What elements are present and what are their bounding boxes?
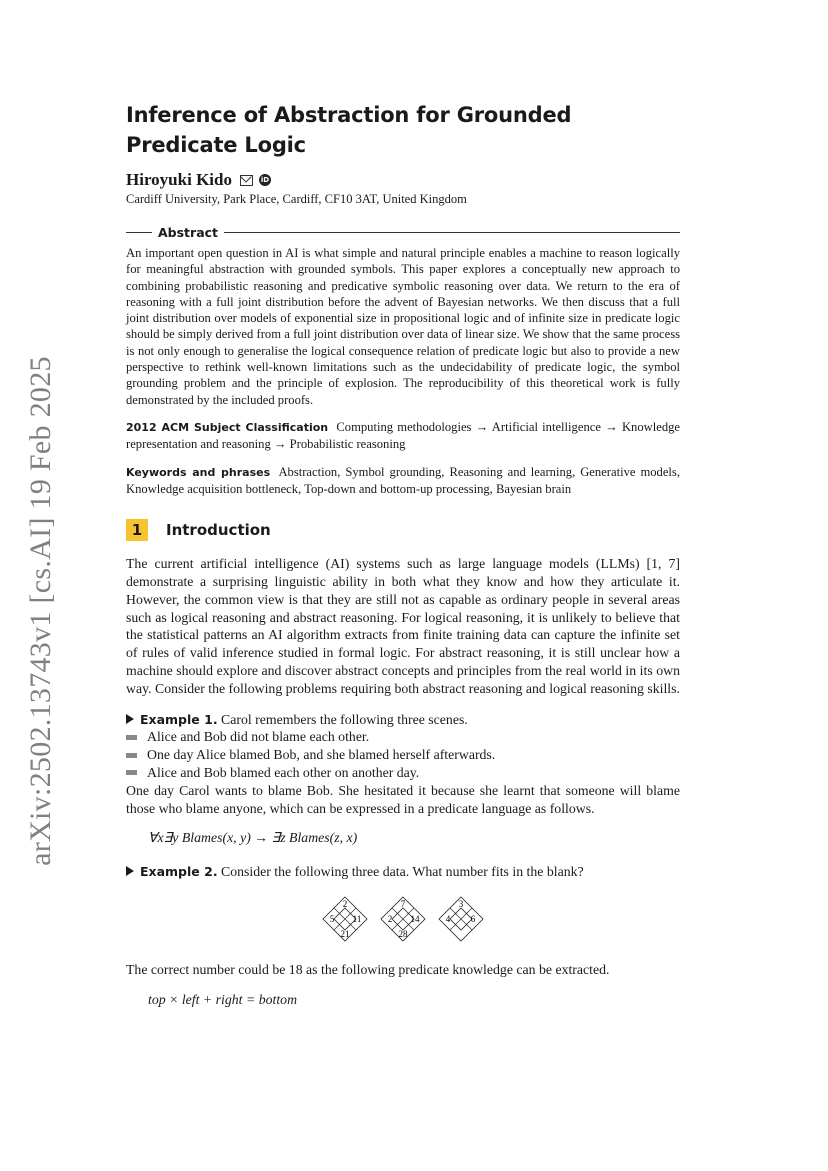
example-2-intro: Consider the following three data. What number fits in the blank? <box>221 864 584 880</box>
abstract-heading <box>126 225 680 240</box>
example-2-label: Example 2. <box>140 864 218 880</box>
section-heading <box>126 519 680 541</box>
keywords-label: Keywords and phrases <box>126 465 271 479</box>
list-item <box>126 764 680 782</box>
example-1-header <box>126 711 680 729</box>
orcid-icon[interactable]: iD <box>260 176 270 184</box>
list-item-text: Alice and Bob did not blame each other. <box>147 729 370 745</box>
triangle-icon <box>126 866 134 876</box>
example-2-after: The correct number could be 18 as the following predicate knowledge can be extracted. <box>126 961 610 977</box>
example-2-formula: top × left + right = bottom <box>148 991 298 1007</box>
acm-classification-label: 2012 ACM Subject Classification <box>126 420 329 434</box>
intro-paragraph: The current artificial intelligence (AI) systems such as large language models (LLMs) [1, 7] demonstrate a surprising linguistic ability in both what they know and how they articulate it. However, the common view is that they are still not as capable as ordinary people in several areas such as logical reasoning and abstract reasoning. For logical reasoning, it is unlikely to believe that the statistical patterns an AI algorithm extracts from finite training data can capture the infinite set of rules of valid inference studied in formal logic. For abstract reasoning, it is still unclear how a machine should explore and discover abstract concepts and principles from the real world in its own way. Consider the following problems requiring both abstract reasoning and logical reasoning skills. <box>126 556 680 696</box>
example-2-header <box>126 863 680 881</box>
mail-icon[interactable] <box>240 175 253 186</box>
diamond-2 <box>379 895 427 943</box>
example-1-after: One day Carol wants to blame Bob. She hesitated it because she learnt that someone will blame those who blame anyone, which can be expressed in a predicate language as follows. <box>126 782 680 816</box>
diamond-1 <box>321 895 369 943</box>
example-1-label: Example 1. <box>140 711 218 727</box>
diamond-1-right: 11 <box>352 913 362 924</box>
arxiv-identifier <box>16 356 66 866</box>
diamond-1-left: 5 <box>329 913 335 924</box>
example-1-intro: Carol remembers the following three scenes. <box>221 711 468 727</box>
section-number: 1 <box>126 519 148 541</box>
bullet-icon <box>126 770 137 775</box>
list-item-text: One day Alice blamed Bob, and she blamed herself afterwards. <box>147 747 496 763</box>
bullet-icon <box>126 735 137 740</box>
diamond-3-top: 3 <box>458 898 464 909</box>
list-item-text: Alice and Bob blamed each other on another day. <box>147 764 420 780</box>
keywords <box>126 464 680 498</box>
abstract-rule-right <box>224 232 680 233</box>
triangle-icon <box>126 714 134 724</box>
bullet-icon <box>126 753 137 758</box>
paper-page <box>126 100 680 1009</box>
diamond-3 <box>437 895 485 943</box>
diamond-2-top: 7 <box>400 898 406 909</box>
author-line <box>126 170 680 190</box>
paper-title: Inference of Abstraction for Grounded Predicate Logic <box>126 103 572 157</box>
arxiv-identifier-text: arXiv:2502.13743v1 [cs.AI] 19 Feb 2025 <box>24 356 57 866</box>
abstract-rule-left <box>126 232 152 233</box>
example-1-formula: ∀x∃y Blames(x, y) → ∃z Blames(z, x) <box>148 830 358 846</box>
author-affiliation: Cardiff University, Park Place, Cardiff, CF10 3AT, United Kingdom <box>126 192 467 206</box>
acm-classification <box>126 419 680 453</box>
diamond-2-left: 2 <box>387 913 393 924</box>
abstract-title: Abstract <box>158 225 219 240</box>
diamond-2-right: 14 <box>410 913 420 924</box>
list-item <box>126 728 680 746</box>
diamond-3-right: 6 <box>470 913 476 924</box>
diamond-3-left: 4 <box>445 913 451 924</box>
example-2 <box>126 863 680 1008</box>
example-1 <box>126 711 680 848</box>
acm-classification-text: Computing methodologies → Artificial intelligence → Knowledge representation and reasoning → Probabilistic reasoning <box>126 419 681 452</box>
diamond-figure <box>126 895 680 943</box>
keywords-text: Abstraction, Symbol grounding, Reasoning and learning, Generative models, Knowledge acquisition bottleneck, Top-down and bottom-up processing, Bayesian brain <box>126 464 680 496</box>
diamond-1-bottom: 21 <box>340 928 350 939</box>
diamond-1-top: 2 <box>342 898 348 909</box>
list-item <box>126 746 680 764</box>
author-name: Hiroyuki Kido <box>126 170 232 189</box>
abstract-text: An important open question in AI is what simple and natural principle enables a machine to reason logically for meaningful abstraction with grounded symbols. This paper explores a conceptually new approach to combining probabilistic reasoning and predicative symbolic reasoning over data. We return to the era of reasoning with a full joint distribution before the advent of Bayesian networks. We then discuss that a full joint distribution over models of exponential size in propositional logic and of infinite size in predicate logic should be simply derived from a full joint distribution over data of linear size. We show that the same process is not only enough to generalise the logical consequence relation of predicate logic but also to provide a new perspective to rethink well-known limitations such as the undecidability of predicate logic, the symbol grounding problem and the principle of explosion. The reproducibility of this theoretical work is fully demonstrated by the included proofs. <box>126 246 680 407</box>
diamond-2-bottom: 28 <box>398 928 408 939</box>
section-title: Introduction <box>166 521 271 540</box>
